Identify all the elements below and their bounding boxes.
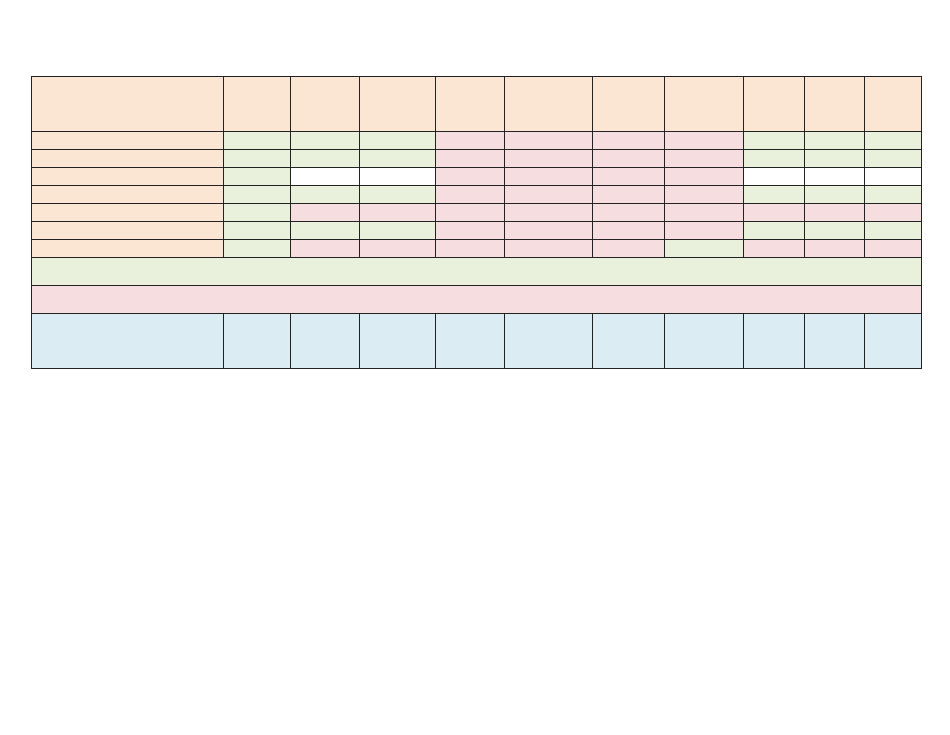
cell-dob: [805, 168, 865, 186]
cell-sign: [291, 150, 360, 168]
cell-ssn: [744, 204, 805, 222]
nonprofit-header-row: [32, 314, 922, 369]
cell-fingerprints: [360, 168, 436, 186]
controlling-corporation-row: [32, 258, 922, 286]
cell-voter: [593, 168, 665, 186]
column-header-sign: [291, 77, 360, 132]
limited-partnership-note: [32, 286, 922, 314]
column-header-spousal: [665, 314, 744, 369]
cell-spousal: [665, 204, 744, 222]
cell-training: [865, 222, 922, 240]
cell-resident: [436, 204, 505, 222]
cell-dob: [805, 186, 865, 204]
column-header-birth: [505, 77, 593, 132]
cell-sign: [291, 222, 360, 240]
cell-ssn: [744, 168, 805, 186]
cell-training: [865, 150, 922, 168]
cell-fingerprints: [360, 204, 436, 222]
nonprofit-section-label: [32, 314, 224, 369]
column-header-list: [224, 77, 291, 132]
cell-birth: [505, 132, 593, 150]
column-header-training: [865, 314, 922, 369]
column-header-voter: [593, 77, 665, 132]
cell-dob: [805, 222, 865, 240]
cell-resident: [436, 132, 505, 150]
cell-sign: [291, 168, 360, 186]
table-row: [32, 186, 922, 204]
row-label: [32, 150, 224, 168]
column-header-ssn: [744, 314, 805, 369]
cell-spousal: [665, 132, 744, 150]
cell-dob: [805, 204, 865, 222]
corporation-section-label: [32, 77, 224, 132]
cell-voter: [593, 240, 665, 258]
cell-list: [224, 222, 291, 240]
cell-fingerprints: [360, 240, 436, 258]
row-label: [32, 204, 224, 222]
cell-list: [224, 186, 291, 204]
cell-sign: [291, 204, 360, 222]
cell-spousal: [665, 186, 744, 204]
cell-list: [224, 204, 291, 222]
table-row: [32, 168, 922, 186]
column-header-training: [865, 77, 922, 132]
cell-training: [865, 186, 922, 204]
column-header-resident: [436, 77, 505, 132]
limited-partnership-row: [32, 286, 922, 314]
cell-sign: [291, 132, 360, 150]
column-header-dob: [805, 314, 865, 369]
cell-list: [224, 168, 291, 186]
column-header-spousal: [665, 77, 744, 132]
table-body: [32, 77, 922, 369]
requirements-table: [31, 76, 922, 369]
column-header-dob: [805, 77, 865, 132]
cell-ssn: [744, 150, 805, 168]
cell-fingerprints: [360, 186, 436, 204]
cell-sign: [291, 186, 360, 204]
cell-voter: [593, 204, 665, 222]
cell-list: [224, 240, 291, 258]
column-header-birth: [505, 314, 593, 369]
controlling-corporation-note: [32, 258, 922, 286]
column-header-list: [224, 314, 291, 369]
cell-ssn: [744, 186, 805, 204]
cell-voter: [593, 186, 665, 204]
cell-birth: [505, 150, 593, 168]
row-label: [32, 222, 224, 240]
cell-dob: [805, 150, 865, 168]
column-header-ssn: [744, 77, 805, 132]
row-label: [32, 132, 224, 150]
corporation-header-row: [32, 77, 922, 132]
cell-birth: [505, 240, 593, 258]
table-row: [32, 222, 922, 240]
cell-training: [865, 204, 922, 222]
cell-list: [224, 150, 291, 168]
column-header-resident: [436, 314, 505, 369]
cell-dob: [805, 132, 865, 150]
cell-fingerprints: [360, 132, 436, 150]
cell-resident: [436, 168, 505, 186]
cell-fingerprints: [360, 222, 436, 240]
table-row: [32, 132, 922, 150]
cell-fingerprints: [360, 150, 436, 168]
column-header-voter: [593, 314, 665, 369]
cell-resident: [436, 186, 505, 204]
column-header-sign: [291, 314, 360, 369]
cell-birth: [505, 204, 593, 222]
cell-voter: [593, 150, 665, 168]
cell-spousal: [665, 150, 744, 168]
cell-ssn: [744, 240, 805, 258]
column-header-fingerprints: [360, 314, 436, 369]
cell-sign: [291, 240, 360, 258]
cell-ssn: [744, 132, 805, 150]
cell-spousal: [665, 222, 744, 240]
cell-resident: [436, 150, 505, 168]
cell-spousal: [665, 168, 744, 186]
cell-voter: [593, 132, 665, 150]
cell-training: [865, 132, 922, 150]
cell-resident: [436, 240, 505, 258]
cell-dob: [805, 240, 865, 258]
cell-birth: [505, 222, 593, 240]
cell-voter: [593, 222, 665, 240]
cell-training: [865, 240, 922, 258]
table-row: [32, 150, 922, 168]
row-label: [32, 240, 224, 258]
row-label: [32, 186, 224, 204]
cell-birth: [505, 168, 593, 186]
cell-spousal: [665, 240, 744, 258]
cell-resident: [436, 222, 505, 240]
table-row: [32, 240, 922, 258]
column-header-fingerprints: [360, 77, 436, 132]
row-label: [32, 168, 224, 186]
cell-birth: [505, 186, 593, 204]
table-row: [32, 204, 922, 222]
cell-list: [224, 132, 291, 150]
cell-ssn: [744, 222, 805, 240]
cell-training: [865, 168, 922, 186]
